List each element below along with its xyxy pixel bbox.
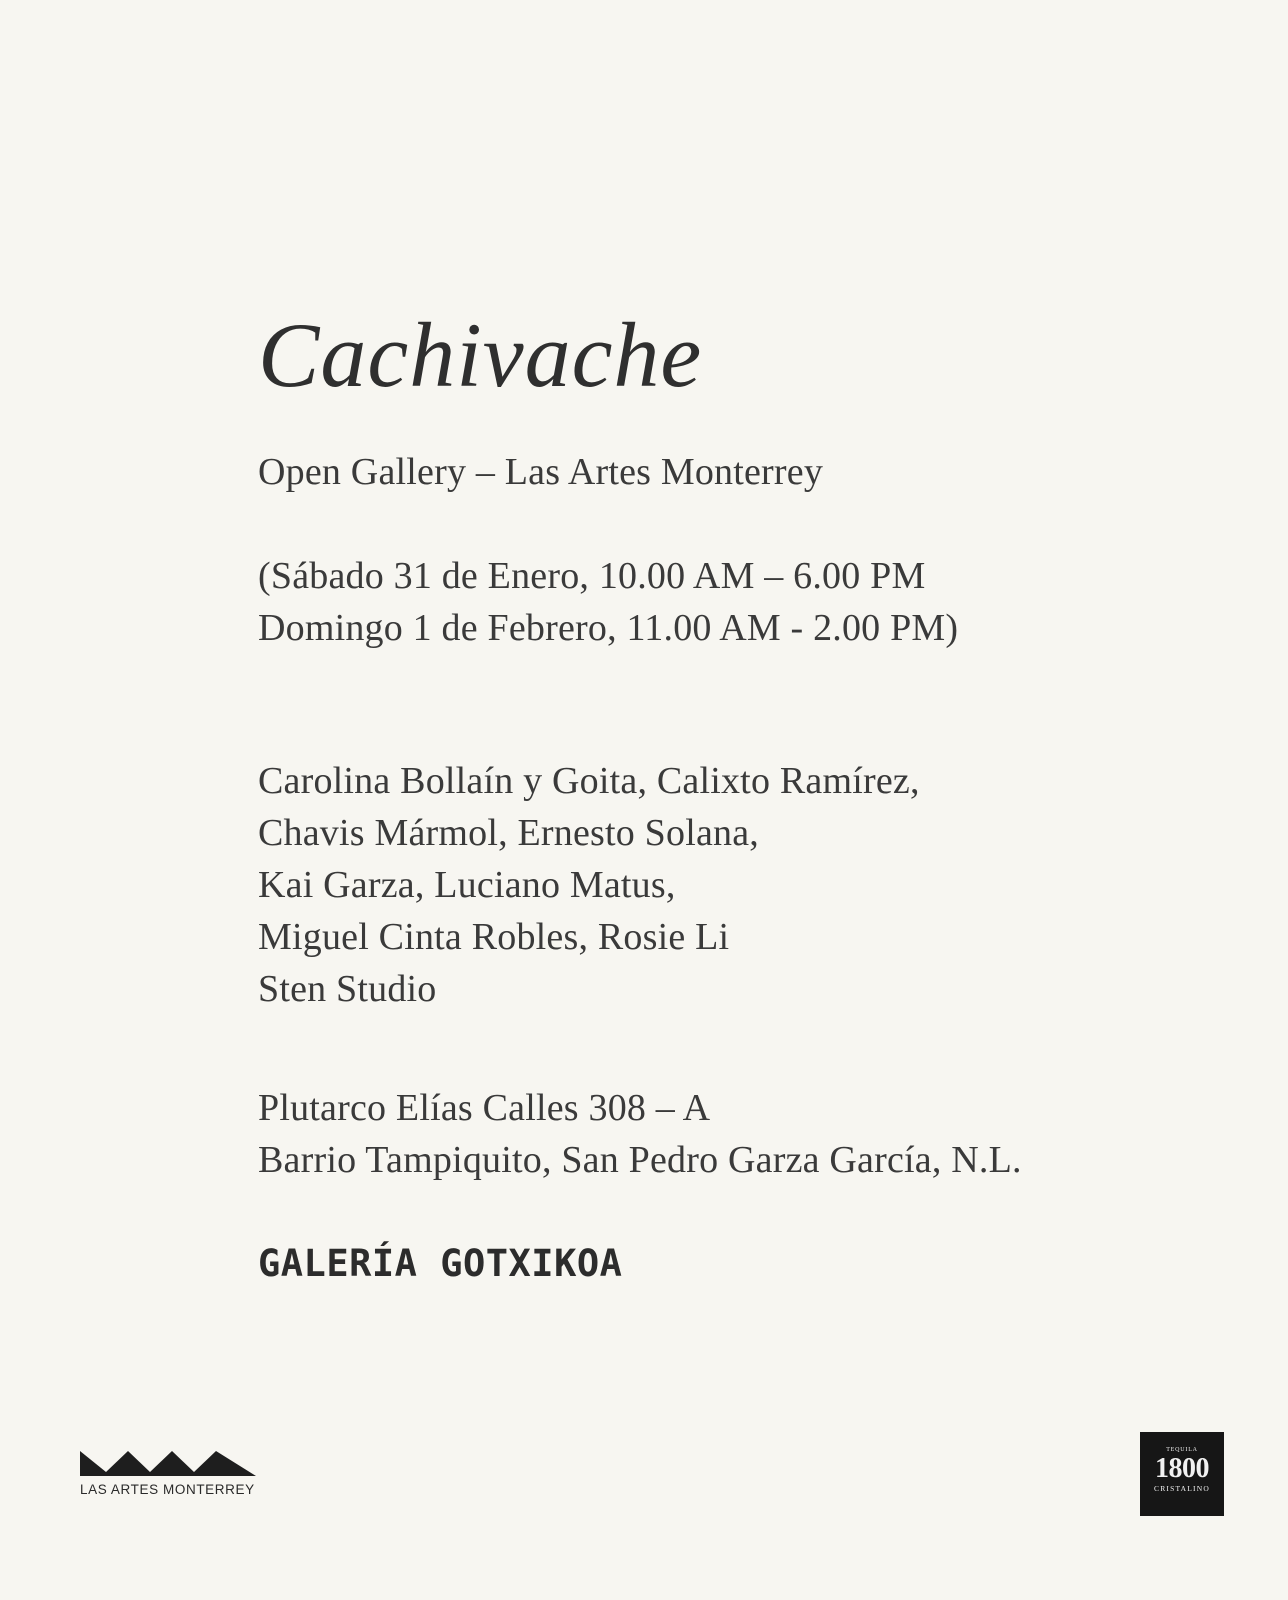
address-line-1: Plutarco Elías Calles 308 – A bbox=[258, 1087, 711, 1129]
tequila-1800-logo bbox=[1140, 1432, 1224, 1516]
artists-line-5: Sten Studio bbox=[258, 968, 437, 1010]
artists-line-4: Miguel Cinta Robles, Rosie Li bbox=[258, 916, 730, 958]
exhibition-title: Cachivache bbox=[258, 304, 703, 406]
schedule-line-1: (Sábado 31 de Enero, 10.00 AM – 6.00 PM bbox=[258, 555, 926, 597]
tequila-logo-main-text: 1800 bbox=[1155, 1453, 1209, 1484]
artists-line-1: Carolina Bollaín y Goita, Calixto Ramírez, bbox=[258, 760, 920, 802]
artists-line-3: Kai Garza, Luciano Matus, bbox=[258, 864, 676, 906]
tequila-logo-top-text: TEQUILA bbox=[1166, 1447, 1198, 1453]
las-artes-monterrey-logo bbox=[80, 1448, 258, 1497]
schedule-line-2: Domingo 1 de Febrero, 11.00 AM - 2.00 PM) bbox=[258, 607, 959, 649]
artists-line-2: Chavis Mármol, Ernesto Solana, bbox=[258, 812, 759, 854]
event-subtitle: Open Gallery – Las Artes Monterrey bbox=[258, 451, 824, 493]
tequila-logo-bottom-text: CRISTALINO bbox=[1154, 1484, 1210, 1493]
address-line-2: Barrio Tampiquito, San Pedro Garza García, N.L. bbox=[258, 1139, 1022, 1181]
gallery-name: GALERÍA GOTXIKOA bbox=[258, 1242, 623, 1285]
mountains-logo-icon bbox=[80, 1448, 256, 1476]
las-artes-monterrey-logo-text: LAS ARTES MONTERREY bbox=[80, 1482, 255, 1497]
